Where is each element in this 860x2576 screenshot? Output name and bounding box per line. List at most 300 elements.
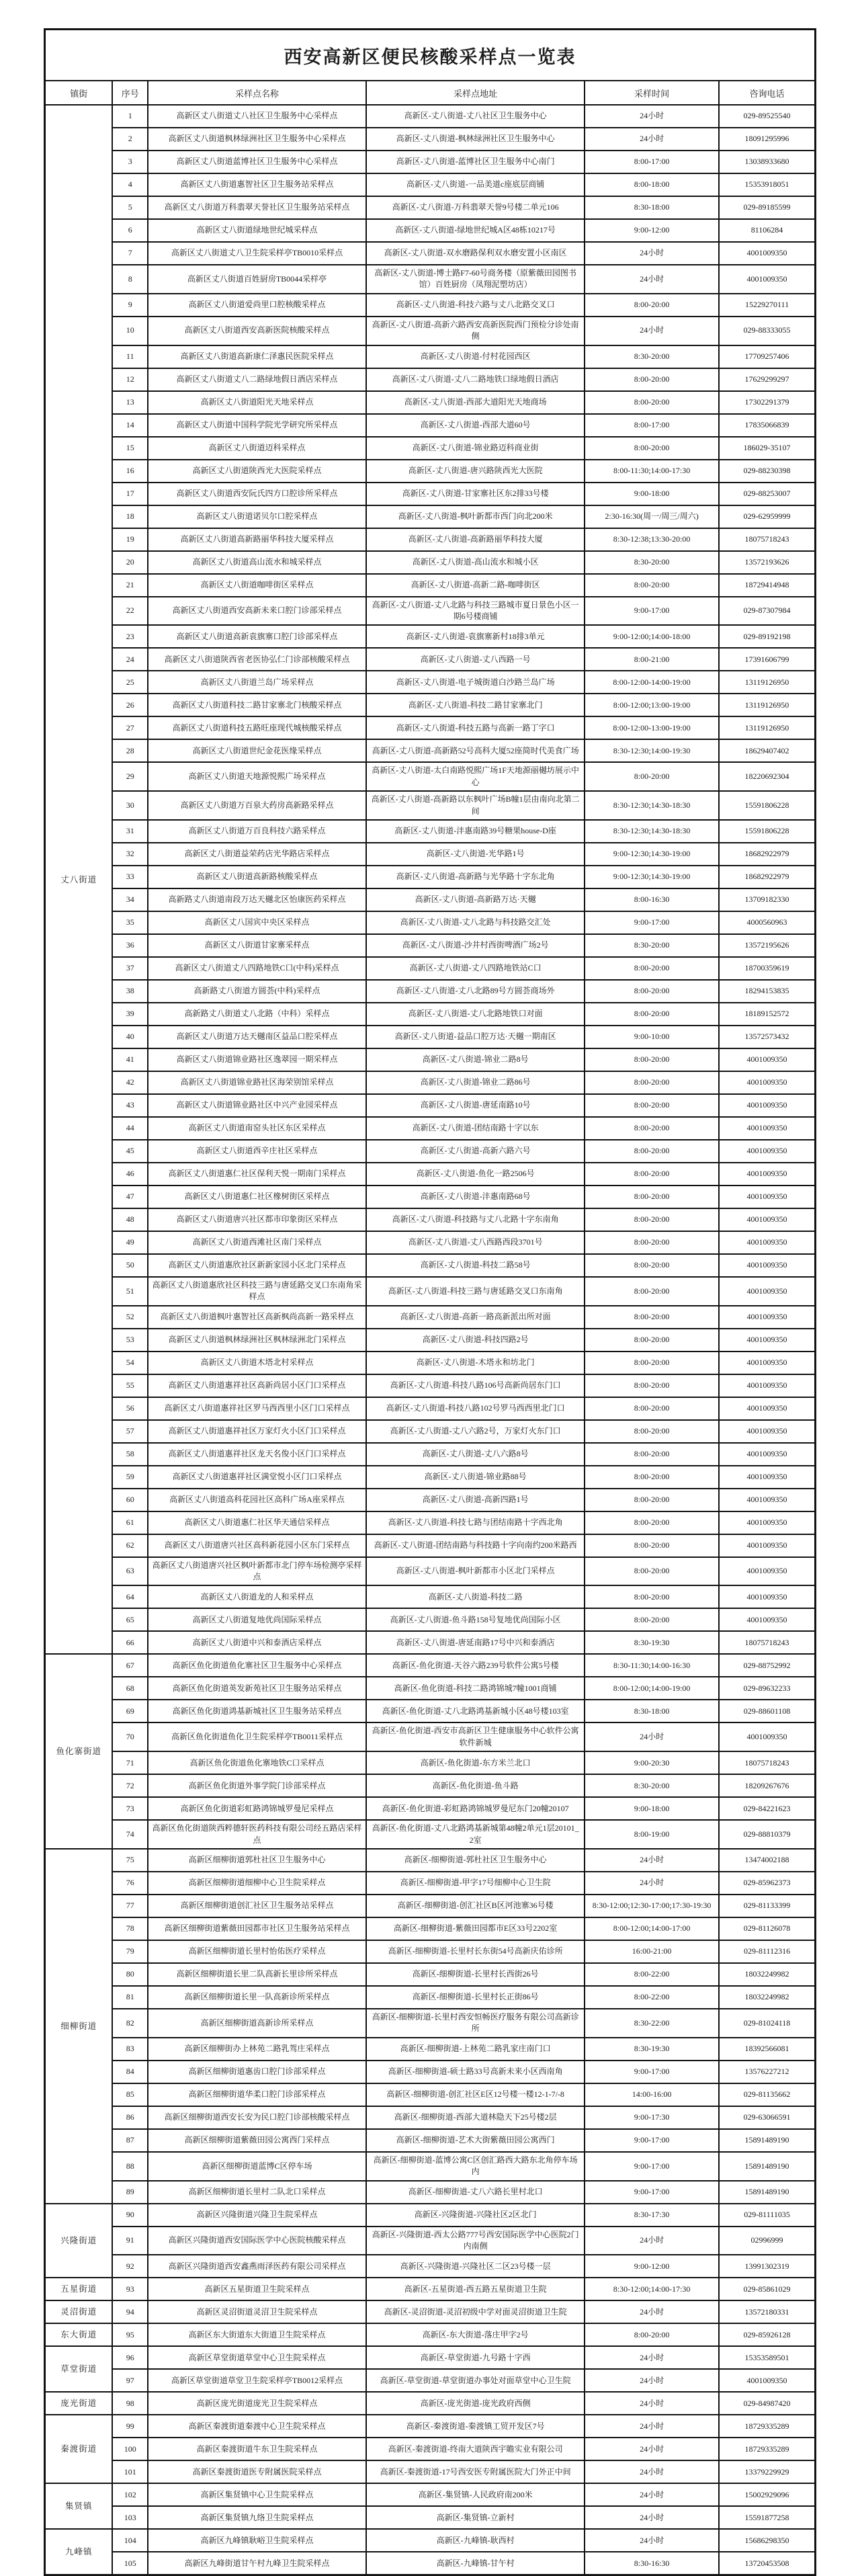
sampling-time-cell: 8:00-11:30;14:00-17:30 (585, 460, 719, 483)
phone-cell: 15353918051 (719, 173, 815, 196)
phone-cell: 18729335289 (719, 2438, 815, 2460)
phone-cell: 4001009350 (719, 1466, 815, 1489)
sampling-time-cell: 8:30-12:30;14:30-18:30 (585, 820, 719, 843)
table-row (45, 1700, 816, 1722)
phone-cell: 13379229929 (719, 2460, 815, 2483)
town-cell: 庞光街道 (45, 2392, 113, 2415)
site-address-cell: 高新区-丈八街道-万科翡翠天誉9号楼二单元106 (366, 196, 585, 219)
phone-cell: 18091295996 (719, 128, 815, 151)
table-row (45, 2278, 816, 2300)
site-address-cell: 高新区-鱼化街道-彩虹路鸿锦城罗曼尼东门20幢20107 (366, 1797, 585, 1820)
table-row (45, 843, 816, 866)
sampling-time-cell: 8:30-11:30;14:00-16:30 (585, 1654, 719, 1677)
sampling-time-cell: 9:00-17:30 (585, 2106, 719, 2129)
phone-cell: 029-81024118 (719, 2009, 815, 2038)
sampling-time-cell: 8:00-20:00 (585, 1208, 719, 1231)
phone-cell: 17391606799 (719, 648, 815, 671)
index-cell: 101 (112, 2460, 148, 2483)
site-name-cell: 高新区鱼化街道鸿基新城社区卫生服务站采样点 (148, 1700, 366, 1722)
site-address-cell: 高新区-丈八街道-丈八二路地铁口绿地假日酒店 (366, 368, 585, 391)
sampling-time-cell: 8:00-20:00 (585, 1306, 719, 1329)
phone-cell: 13709182330 (719, 888, 815, 911)
site-address-cell: 高新区-丈八街道-西部大道阳光天地商场 (366, 391, 585, 414)
table-row (45, 2106, 816, 2129)
table-row (45, 1352, 816, 1374)
phone-cell: 029-88810379 (719, 1820, 815, 1849)
sampling-time-cell: 9:00-17:00 (585, 597, 719, 626)
index-cell: 16 (112, 460, 148, 483)
index-cell: 74 (112, 1820, 148, 1849)
site-address-cell: 高新区-丈八街道-木塔永和坊北门 (366, 1352, 585, 1374)
site-address-cell: 高新区-兴隆街道-兴隆社区2区北门 (366, 2204, 585, 2227)
site-name-cell: 高新区丈八街道枫叶惠智社区高新枫尚高新一路采样点 (148, 1306, 366, 1329)
sampling-time-cell: 24小时 (585, 2227, 719, 2255)
table-row (45, 345, 816, 368)
site-address-cell: 高新区-丈八街道-科技八路106号高新尚居东门口 (366, 1374, 585, 1397)
site-address-cell: 高新区-细柳街道-长里村长东街54号高新庆佑诊所 (366, 1940, 585, 1963)
site-address-cell: 高新区-丈八街道-科技二路 (366, 1585, 585, 1608)
index-cell: 24 (112, 648, 148, 671)
site-address-cell: 高新区-丈八街道-丈八北路与科技路交汇处 (366, 911, 585, 934)
site-name-cell: 高新区灵沼街道灵沼卫生院采样点 (148, 2300, 366, 2323)
sampling-time-cell: 8:00-20:00 (585, 762, 719, 791)
site-address-cell: 高新区-细柳街道-西部大道林隐天下25号楼2层 (366, 2106, 585, 2129)
phone-cell: 15591806228 (719, 820, 815, 843)
site-name-cell: 高新区丈八街道科技五路旺座现代城核酸采样点 (148, 716, 366, 739)
sampling-time-cell: 9:00-12:00 (585, 219, 719, 242)
table-row (45, 505, 816, 528)
site-name-cell: 高新区丈八街道惠祥社区万家灯火小区门口采样点 (148, 1420, 366, 1443)
table-row (45, 2181, 816, 2204)
index-cell: 4 (112, 173, 148, 196)
phone-cell: 18682922979 (719, 866, 815, 888)
site-address-cell: 高新区-灵沼街道-灵沼初级中学对面灵沼街道卫生院 (366, 2300, 585, 2323)
sampling-time-cell: 8:00-20:00 (585, 1117, 719, 1140)
table-row (45, 648, 816, 671)
table-row (45, 265, 816, 294)
phone-cell: 18220692304 (719, 762, 815, 791)
site-address-cell: 高新区-丈八街道-袁旗寨新村18排3单元 (366, 625, 585, 648)
site-name-cell: 高新区丈八街道陕西光大医院采样点 (148, 460, 366, 483)
sampling-time-cell: 9:00-17:00 (585, 2152, 719, 2181)
phone-cell: 4001009350 (719, 1094, 815, 1117)
site-name-cell: 高新区丈八街道万达天樾南区益品口腔采样点 (148, 1026, 366, 1048)
site-address-cell: 高新区-丈八街道-枫叶新都市小区北门采样点 (366, 1557, 585, 1586)
index-cell: 30 (112, 791, 148, 820)
table-row (45, 671, 816, 694)
sampling-time-cell: 8:00-12:00;14:00-17:00 (585, 1917, 719, 1940)
index-cell: 69 (112, 1700, 148, 1722)
site-address-cell: 高新区-丈八街道-一品美道c座底层商铺 (366, 173, 585, 196)
site-name-cell: 高新区丈八街道惠祥社区满堂悦小区门口采样点 (148, 1466, 366, 1489)
table-row (45, 483, 816, 505)
sampling-time-cell: 14:00-16:00 (585, 2083, 719, 2106)
site-address-cell: 高新区-丈八街道-锦业路88号 (366, 1466, 585, 1489)
index-cell: 1 (112, 105, 148, 128)
sampling-time-cell: 8:00-20:00 (585, 1420, 719, 1443)
sampling-time-cell: 8:00-20:00 (585, 1094, 719, 1117)
site-name-cell: 高新区丈八街道南窑头社区东区采样点 (148, 1117, 366, 1140)
sampling-time-cell: 8:00-12:00;13:00-19:00 (585, 694, 719, 716)
site-name-cell: 高新区丈八街道兰岛广场采样点 (148, 671, 366, 694)
site-address-cell: 高新区-丈八街道-高新路以东枫叶广场B幢1层由南向北第二间 (366, 791, 585, 820)
sampling-time-cell: 24小时 (585, 2529, 719, 2552)
table-row (45, 1557, 816, 1586)
sampling-time-cell: 8:30-12:38;13:30-20:00 (585, 528, 719, 551)
index-cell: 65 (112, 1608, 148, 1631)
column-header-phone: 咨询电话 (719, 81, 815, 105)
phone-cell: 4001009350 (719, 1511, 815, 1534)
index-cell: 6 (112, 219, 148, 242)
site-name-cell: 高新区丈八街道陕西省老医协弘仁门诊部核酸采样点 (148, 648, 366, 671)
sampling-time-cell: 24小时 (585, 317, 719, 345)
site-name-cell: 高新区丈八街道高新袁旗寨口腔门诊部采样点 (148, 625, 366, 648)
phone-cell: 029-88253007 (719, 483, 815, 505)
table-row (45, 1511, 816, 1534)
site-address-cell: 高新区-丈八街道-太白南路悦熙广场1F天地源丽樾坊展示中心 (366, 762, 585, 791)
table-row (45, 574, 816, 597)
sampling-time-cell: 8:00-20:00 (585, 1003, 719, 1026)
sampling-time-cell: 9:00-10:00 (585, 1026, 719, 1048)
site-address-cell: 高新区-鱼化街道-科技二路鸿锦城7幢1001商铺 (366, 1677, 585, 1700)
site-name-cell: 高新区丈八街道中国科学院光学研究所采样点 (148, 414, 366, 437)
site-name-cell: 高新区丈八街道阳光天地采样点 (148, 391, 366, 414)
sampling-time-cell: 24小时 (585, 2460, 719, 2483)
table-row (45, 1420, 816, 1443)
site-address-cell: 高新区-九峰镇-耿西村 (366, 2529, 585, 2552)
phone-cell: 4001009350 (719, 1277, 815, 1306)
sampling-time-cell: 8:00-20:00 (585, 1163, 719, 1186)
index-cell: 66 (112, 1631, 148, 1654)
sampling-time-cell: 8:30-12:00;14:00-17:30 (585, 2278, 719, 2300)
index-cell: 83 (112, 2038, 148, 2061)
table-row (45, 105, 816, 128)
site-name-cell: 高新区鱼化街道鱼化卫生院采样亭TB0011采样点 (148, 1722, 366, 1751)
site-address-cell: 高新区-细柳街道-艺术大街紫薇田园公寓西门 (366, 2129, 585, 2152)
sampling-time-cell: 24小时 (585, 1872, 719, 1895)
site-name-cell: 高新区细柳街道紫薇田园都市社区卫生服务站采样点 (148, 1917, 366, 1940)
site-name-cell: 高新区丈八街道高新康仁泽惠民医院采样点 (148, 345, 366, 368)
site-address-cell: 高新区-丈八街道-科技二路58号 (366, 1254, 585, 1277)
site-name-cell: 高新区东大街道东大街道卫生院采样点 (148, 2323, 366, 2346)
index-cell: 47 (112, 1186, 148, 1208)
town-cell: 灵沼街道 (45, 2300, 113, 2323)
phone-cell: 029-84987420 (719, 2392, 815, 2415)
table-row (45, 2483, 816, 2506)
table-row (45, 1231, 816, 1254)
site-name-cell: 高新路丈八街道方圆荟(中科)采样点 (148, 980, 366, 1003)
table-row (45, 1940, 816, 1963)
phone-cell: 15353589501 (719, 2346, 815, 2369)
sampling-time-cell: 8:00-19:00 (585, 1820, 719, 1849)
site-address-cell: 高新区-丈八街道-丈八社区卫生服务中心 (366, 105, 585, 128)
index-cell: 38 (112, 980, 148, 1003)
index-cell: 53 (112, 1329, 148, 1352)
phone-cell: 4001009350 (719, 1420, 815, 1443)
town-cell: 兴隆街道 (45, 2204, 113, 2278)
phone-cell: 4001009350 (719, 1048, 815, 1071)
site-name-cell: 高新区草堂街道草堂卫生院采样亭TB0012采样点 (148, 2369, 366, 2392)
site-name-cell: 高新区丈八街道蓝博社区卫生服务中心采样点 (148, 151, 366, 173)
site-name-cell: 高新区丈八街道丈八四路地铁C口(中科)采样点 (148, 957, 366, 980)
table-row (45, 551, 816, 574)
index-cell: 28 (112, 739, 148, 762)
page-title: 西安高新区便民核酸采样点一览表 (45, 30, 816, 81)
site-address-cell: 高新区-鱼化街道-西安市高新区卫生健康服务中心软件公寓软件新城 (366, 1722, 585, 1751)
site-address-cell: 高新区-东大街道-落庄甲字2号 (366, 2323, 585, 2346)
phone-cell: 029-63066591 (719, 2106, 815, 2129)
site-name-cell: 高新区丈八街道惠欣社区科技三路与唐延路交叉口东南角采样点 (148, 1277, 366, 1306)
index-cell: 34 (112, 888, 148, 911)
phone-cell: 18075718243 (719, 1631, 815, 1654)
index-cell: 61 (112, 1511, 148, 1534)
site-name-cell: 高新区丈八街道西安阮氏四方口腔诊所采样点 (148, 483, 366, 505)
site-name-cell: 高新区丈八街道高新路丽华科技大厦采样点 (148, 528, 366, 551)
sampling-time-cell: 8:00-20:00 (585, 1329, 719, 1352)
table-row (45, 694, 816, 716)
index-cell: 78 (112, 1917, 148, 1940)
site-name-cell: 高新区丈八街道惠智社区卫生服务站采样点 (148, 173, 366, 196)
site-name-cell: 高新区丈八街道甘家寨采样点 (148, 934, 366, 957)
town-cell: 细柳街道 (45, 1849, 113, 2204)
phone-cell: 17629299297 (719, 368, 815, 391)
site-address-cell: 高新区-秦渡街道-秦渡镇工贸开发区7号 (366, 2415, 585, 2438)
sampling-time-cell: 24小时 (585, 2483, 719, 2506)
site-address-cell: 高新区-丈八街道-高新路52号高科大厦52座简时代美食广场 (366, 739, 585, 762)
table-row (45, 1849, 816, 1872)
sampling-time-cell: 8:00-12:00;14:00-19:00 (585, 1677, 719, 1700)
table-row (45, 437, 816, 460)
index-cell: 73 (112, 1797, 148, 1820)
phone-cell: 18729414948 (719, 574, 815, 597)
table-row (45, 317, 816, 345)
site-name-cell: 高新区丈八街道复地优尚国际采样点 (148, 1608, 366, 1631)
table-row (45, 716, 816, 739)
site-address-cell: 高新区-庞光街道-庞光政府西侧 (366, 2392, 585, 2415)
sampling-time-cell: 9:00-12:30;14:30-19:00 (585, 843, 719, 866)
sampling-time-cell: 24小时 (585, 2346, 719, 2369)
site-address-cell: 高新区-细柳街道-长里村西安恒畅医疗服务有限公司高新诊所 (366, 2009, 585, 2038)
index-cell: 90 (112, 2204, 148, 2227)
index-cell: 80 (112, 1963, 148, 1986)
site-name-cell: 高新区丈八街道龙的人和采样点 (148, 1585, 366, 1608)
phone-cell: 18392566081 (719, 2038, 815, 2061)
site-name-cell: 高新区鱼化街道陕西粹德轩医药科技有限公司经五路店采样点 (148, 1820, 366, 1849)
phone-cell: 13474002188 (719, 1849, 815, 1872)
index-cell: 2 (112, 128, 148, 151)
site-name-cell: 高新区鱼化街道鱼化寨社区卫生服务中心采样点 (148, 1654, 366, 1677)
index-cell: 12 (112, 368, 148, 391)
site-address-cell: 高新区-丈八街道-高新六路六号 (366, 1140, 585, 1163)
site-name-cell: 高新区丈八街道高山流水和城采样点 (148, 551, 366, 574)
phone-cell: 4001009350 (719, 265, 815, 294)
sampling-time-cell: 9:00-12:30;14:30-19:00 (585, 866, 719, 888)
phone-cell: 18075718243 (719, 528, 815, 551)
sampling-time-cell: 8:30-20:00 (585, 934, 719, 957)
sampling-time-cell: 24小时 (585, 1722, 719, 1751)
phone-cell: 13038933680 (719, 151, 815, 173)
table-row (45, 2415, 816, 2438)
index-cell: 91 (112, 2227, 148, 2255)
table-row (45, 173, 816, 196)
table-row (45, 391, 816, 414)
site-address-cell: 高新区-丈八街道-博士路F7-60号商务楼（原紫薇田园图书馆）百姓厨房（凤翔泥塑坊店） (366, 265, 585, 294)
index-cell: 23 (112, 625, 148, 648)
site-name-cell: 高新区五星街道卫生院采样点 (148, 2278, 366, 2300)
sampling-time-cell: 24小时 (585, 2438, 719, 2460)
phone-cell: 13572193626 (719, 551, 815, 574)
table-row (45, 2552, 816, 2575)
table-row (45, 1677, 816, 1700)
index-cell: 22 (112, 597, 148, 626)
sampling-time-cell: 24小时 (585, 265, 719, 294)
site-address-cell: 高新区-丈八街道-蓝博社区卫生服务中心南门 (366, 151, 585, 173)
sampling-time-cell: 8:00-12:00-14:00-19:00 (585, 671, 719, 694)
phone-cell: 13119126950 (719, 694, 815, 716)
table-row (45, 791, 816, 820)
site-address-cell: 高新区-细柳街道-创汇社区E区12号楼一楼12-1-7/-8 (366, 2083, 585, 2106)
sampling-time-cell: 8:30-22:00 (585, 2009, 719, 2038)
sampling-time-cell: 9:00-17:00 (585, 911, 719, 934)
site-name-cell: 高新区丈八街道咖啡街区采样点 (148, 574, 366, 597)
site-address-cell: 高新区-丈八街道-丈八四路地铁站C口 (366, 957, 585, 980)
sampling-time-cell: 8:00-17:00 (585, 414, 719, 437)
sampling-time-cell: 8:00-20:00 (585, 391, 719, 414)
site-name-cell: 高新区丈八街道唐兴社区都市印象街区采样点 (148, 1208, 366, 1231)
table-row (45, 866, 816, 888)
sampling-time-cell: 8:30-20:00 (585, 551, 719, 574)
phone-cell: 029-89525540 (719, 105, 815, 128)
site-address-cell: 高新区-丈八街道-丈八北路地铁口对面 (366, 1003, 585, 1026)
index-cell: 42 (112, 1071, 148, 1094)
sampling-time-cell: 8:30-12:00;12:30-17:00;17:30-19:30 (585, 1895, 719, 1917)
index-cell: 77 (112, 1895, 148, 1917)
sampling-time-cell: 8:00-12:00-13:00-19:00 (585, 716, 719, 739)
site-name-cell: 高新区丈八街道锦业路社区中兴产业园采样点 (148, 1094, 366, 1117)
site-name-cell: 高新区细柳街道长里村怡佑医疗采样点 (148, 1940, 366, 1963)
table-row (45, 1722, 816, 1751)
site-name-cell: 高新区鱼化街道鱼化寨地铁C口采样点 (148, 1751, 366, 1774)
site-address-cell: 高新区-集贤镇-立新村 (366, 2506, 585, 2529)
sampling-time-cell: 8:00-20:00 (585, 294, 719, 317)
town-cell: 草堂街道 (45, 2346, 113, 2392)
sampling-time-cell: 8:00-20:00 (585, 1254, 719, 1277)
site-name-cell: 高新路丈八街道丈八北路（中科）采样点 (148, 1003, 366, 1026)
table-row (45, 2009, 816, 2038)
site-name-cell: 高新区丈八街道丈八卫生院采样亭TB0010采样点 (148, 242, 366, 265)
table-row (45, 1608, 816, 1631)
index-cell: 45 (112, 1140, 148, 1163)
sampling-time-cell: 9:00-17:00 (585, 2181, 719, 2204)
index-cell: 19 (112, 528, 148, 551)
table-row (45, 1277, 816, 1306)
index-cell: 89 (112, 2181, 148, 2204)
index-cell: 70 (112, 1722, 148, 1751)
table-body (45, 105, 816, 2575)
site-name-cell: 高新区细柳街道长里一队高新诊所采样点 (148, 1986, 366, 2009)
column-header-index: 序号 (112, 81, 148, 105)
phone-cell: 029-85861029 (719, 2278, 815, 2300)
index-cell: 33 (112, 866, 148, 888)
site-address-cell: 高新区-丈八街道-电子城街道白沙路兰岛广场 (366, 671, 585, 694)
table-row (45, 1306, 816, 1329)
sampling-time-cell: 8:00-20:00 (585, 1511, 719, 1534)
phone-cell: 13119126950 (719, 716, 815, 739)
phone-cell: 18075718243 (719, 1751, 815, 1774)
site-name-cell: 高新区丈八街道惠祥社区高新尚居小区门口采样点 (148, 1374, 366, 1397)
site-address-cell: 高新区-丈八街道-高新路丽华科技大厦 (366, 528, 585, 551)
table-row (45, 1631, 816, 1654)
site-name-cell: 高新区庞光街道庞光卫生院采样点 (148, 2392, 366, 2415)
index-cell: 21 (112, 574, 148, 597)
table-row (45, 1466, 816, 1489)
site-address-cell: 高新区-草堂街道-九号路十字西 (366, 2346, 585, 2369)
table-row (45, 1163, 816, 1186)
index-cell: 10 (112, 317, 148, 345)
table-row (45, 1117, 816, 1140)
sampling-time-cell: 8:00-16:30 (585, 888, 719, 911)
phone-cell: 4001009350 (719, 1140, 815, 1163)
index-cell: 57 (112, 1420, 148, 1443)
site-address-cell: 高新区-丈八街道-枫林绿洲社区卫生服务中心 (366, 128, 585, 151)
site-address-cell: 高新区-丈八街道-团结南路与科技路十字向南约200米路西 (366, 1534, 585, 1557)
sampling-time-cell: 9:00-12:00;14:00-18:00 (585, 625, 719, 648)
phone-cell: 17709257406 (719, 345, 815, 368)
site-name-cell: 高新区细柳街道惠齿口腔门诊部采样点 (148, 2061, 366, 2083)
index-cell: 55 (112, 1374, 148, 1397)
index-cell: 95 (112, 2323, 148, 2346)
sampling-time-cell: 8:00-20:00 (585, 1352, 719, 1374)
index-cell: 41 (112, 1048, 148, 1071)
table-row (45, 1820, 816, 1849)
index-cell: 11 (112, 345, 148, 368)
site-address-cell: 高新区-丈八街道-科技七路与团结南路十字西北角 (366, 1511, 585, 1534)
site-address-cell: 高新区-丈八街道-科技六路与丈八北路交叉口 (366, 294, 585, 317)
phone-cell: 4000560963 (719, 911, 815, 934)
site-name-cell: 高新区细柳街道长里村二队北口采样点 (148, 2181, 366, 2204)
table-row (45, 151, 816, 173)
town-cell: 集贤镇 (45, 2483, 113, 2529)
site-name-cell: 高新区丈八街道世纪金花医缘采样点 (148, 739, 366, 762)
phone-cell: 029-88333055 (719, 317, 815, 345)
site-address-cell: 高新区-细柳街道-长里村长正街86号 (366, 1986, 585, 2009)
index-cell: 52 (112, 1306, 148, 1329)
site-name-cell: 高新区丈八街道唐兴社区高科新花园小区东门采样点 (148, 1534, 366, 1557)
town-cell: 鱼化寨街道 (45, 1654, 113, 1849)
phone-cell: 15891489190 (719, 2152, 815, 2181)
site-name-cell: 高新区丈八街道唐兴社区枫叶新都市北门停车场检测亭采样点 (148, 1557, 366, 1586)
index-cell: 79 (112, 1940, 148, 1963)
site-name-cell: 高新区丈八街道万科翡翠天誉社区卫生服务站采样点 (148, 196, 366, 219)
sampling-time-cell: 8:00-20:00 (585, 1443, 719, 1466)
site-address-cell: 高新区-鱼化街道-丈八北路鸿基新城第48幢2单元1层20101_2室 (366, 1820, 585, 1849)
phone-cell: 4001009350 (719, 1443, 815, 1466)
sampling-time-cell: 24小时 (585, 128, 719, 151)
phone-cell: 029-89185599 (719, 196, 815, 219)
site-address-cell: 高新区-秦渡街道-终南大道陕西宇瞻实业有限公司 (366, 2438, 585, 2460)
site-address-cell: 高新区-丈八街道-团结南路十字以东 (366, 1117, 585, 1140)
index-cell: 85 (112, 2083, 148, 2106)
site-address-cell: 高新区-丈八街道-高新四路1号 (366, 1489, 585, 1511)
phone-cell: 15229270111 (719, 294, 815, 317)
phone-cell: 18700359619 (719, 957, 815, 980)
phone-cell: 029-87307984 (719, 597, 815, 626)
phone-cell: 4001009350 (719, 1329, 815, 1352)
phone-cell: 13572180331 (719, 2300, 815, 2323)
site-name-cell: 高新区丈八街道万百良科技六路采样点 (148, 820, 366, 843)
phone-cell: 81106284 (719, 219, 815, 242)
site-name-cell: 高新区秦渡街道医专附属医院采样点 (148, 2460, 366, 2483)
